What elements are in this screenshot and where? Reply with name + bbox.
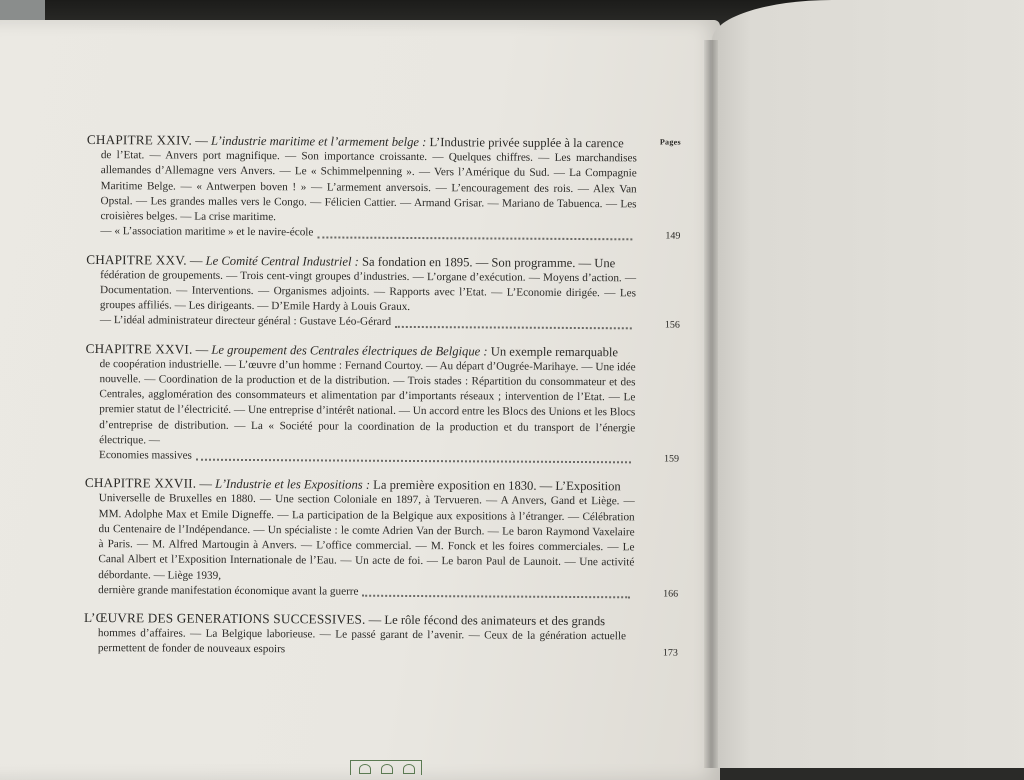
page-number: 166 <box>663 589 678 600</box>
dot-leader <box>317 226 632 240</box>
chapter-subject: L’Industrie et les Expositions : <box>215 477 370 492</box>
leader-line <box>100 224 636 243</box>
entry-title: CHAPITRE XXVI. — Le groupement des Centrales électriques de Belgique : Un exemple remarquable <box>86 341 636 360</box>
leader-line <box>98 583 634 602</box>
toc-entry-chapter-25 <box>86 252 666 333</box>
dot-leader <box>196 449 631 464</box>
entry-title: CHAPITRE XXVII. — L’Industrie et les Expositions : La première exposition en 1830. — L’Exposition <box>85 475 635 494</box>
entry-body <box>86 268 636 332</box>
leader-line <box>100 313 636 332</box>
table-of-contents <box>84 132 667 672</box>
chapter-subject: Le Comité Central Industriel : <box>206 253 359 268</box>
chapter-heading: CHAPITRE XXIV. <box>87 132 192 148</box>
entry-body-text: Universelle de Bruxelles en 1880. — Une section Coloniale en 1897, à Tervueren. — A Anvers, Gand et Liège. — MM. Adolphe Max et Emile Digneffe. — La participation de la Belgique aux expositions à l’étranger. — Célébration du Centenaire de l’Indépendance. — Un spécialiste : le comte Adrien Van der Burch. — Le baron Raymond Vaxelaire à Paris. — M. Alfred Martougin à Anvers. — L’office commercial. — M. Fonck et les foires commerciales. — Le Canal Albert et l’Exposition Internationale de l’Eau. — Un acte de foi. — Le baron Paul de Launoit. — Une activité débordante. — Liège 1939, <box>98 493 635 582</box>
pages-column-label: Pages <box>660 137 681 146</box>
entry-title: CHAPITRE XXIV. — L’industrie maritime et l’armement belge : L’Industrie privée supplée à la carence <box>87 132 637 151</box>
ornament-arch <box>359 764 371 774</box>
entry-last-line: — L’idéal administrateur directeur général : Gustave Léo-Gérard <box>100 313 391 330</box>
toc-entry-generations <box>84 610 664 660</box>
chapter-heading: CHAPITRE XXV. <box>86 252 187 268</box>
page-number: 173 <box>663 647 678 658</box>
ornament-arch <box>403 764 415 774</box>
page-number: 149 <box>665 230 680 241</box>
entry-lead-text: Sa fondation en 1895. — Son programme. — Une <box>362 254 615 270</box>
entry-lead-text: Un exemple remarquable <box>491 344 618 359</box>
entry-body-text: hommes d’affaires. — La Belgique laborieuse. — Le passé garant de l’avenir. — Ceux de la génération actuelle permettent de fonder de nouveaux espoirs <box>98 626 626 660</box>
book-gutter <box>704 40 718 768</box>
entry-last-line: dernière grande manifestation économique avant la guerre <box>98 583 358 600</box>
chapter-subject: Le groupement des Centrales électriques de Belgique : <box>211 342 487 358</box>
entry-body-text: de l’Etat. — Anvers port magnifique. — Son importance croissante. — Quelques chiffres. — Les marchandises allemandes d’Allemagne vers Anvers. — Le « Schimmelpenning ». — Vers l’Amérique du Sud. — La Compagnie Maritime Belge. — « Antwerpen boven ! » — L’armement anversois. — L’encouragement des rois. — Alex Van Opstal. — Les grandes malles vers le Congo. — Félicien Cattier. — Armand Grisar. — Mariano de Tabuenca. — Les croisières belges. — La crise maritime. <box>100 149 636 223</box>
toc-entry-chapter-27 <box>84 475 665 601</box>
entry-title: CHAPITRE XXV. — Le Comité Central Industriel : Sa fondation en 1895. — Son programme. — Une <box>86 252 636 271</box>
dot-leader <box>362 585 630 599</box>
leader-line <box>98 626 634 660</box>
entry-last-line: Economies massives <box>99 448 192 464</box>
toc-entry-chapter-24 <box>86 132 667 243</box>
chapter-heading: CHAPITRE XXVI. <box>86 341 193 357</box>
entry-lead-text: L’Industrie privée supplée à la carence <box>429 135 623 150</box>
chapter-heading: L’ŒUVRE DES GENERATIONS SUCCESSIVES. <box>84 610 366 627</box>
toc-entry-chapter-26 <box>85 341 666 467</box>
entry-body <box>84 491 635 601</box>
page-number: 156 <box>665 319 680 330</box>
entry-body <box>84 626 634 660</box>
entry-lead-text: La première exposition en 1830. — L’Exposition <box>373 478 621 494</box>
entry-body <box>86 148 637 243</box>
chapter-subject: L’industrie maritime et l’armement belge : <box>211 134 426 149</box>
chapter-heading: CHAPITRE XXVII. <box>85 475 197 491</box>
entry-body <box>85 357 636 467</box>
entry-body-text: de coopération industrielle. — L’œuvre d’un homme : Fernand Courtoy. — Au départ d’Ougrée-Marihaye. — Une idée nouvelle. — Coordination de la production et de la distribution. — Trois stades : Répartition du consommateur et des Centrales, agglomération des consommateurs et alimentation par d’importants réseaux ; intervention de l’Etat. — Le premier statut de l’électricité. — Une entreprise d’intérêt national. — Un accord entre les Blocs des Unions et les Blocs d’entreprise de distribution. — La « Société pour la coordination de la production et du transport de l’énergie électrique. — <box>99 358 636 447</box>
page-number: 159 <box>664 454 679 465</box>
right-book-page <box>712 0 1024 768</box>
entry-body-text: fédération de groupements. — Trois cent-vingt groupes d’industries. — L’organe d’exécution. — Moyens d’action. — Documentation. — Interventions. — Organismes adjoints. — Rapports avec l’Etat. — L’Economie dirigée. — Les groupes affiliés. — Les dirigeants. — D’Emile Hardy à Louis Graux. <box>100 269 636 313</box>
ornament-arch <box>381 764 393 774</box>
entry-lead-text: — Le rôle fécond des animateurs et des grands <box>369 613 605 628</box>
leader-line <box>99 448 635 467</box>
dot-leader <box>395 315 632 328</box>
entry-last-line: — « L’association maritime » et le navire-école <box>100 224 313 241</box>
